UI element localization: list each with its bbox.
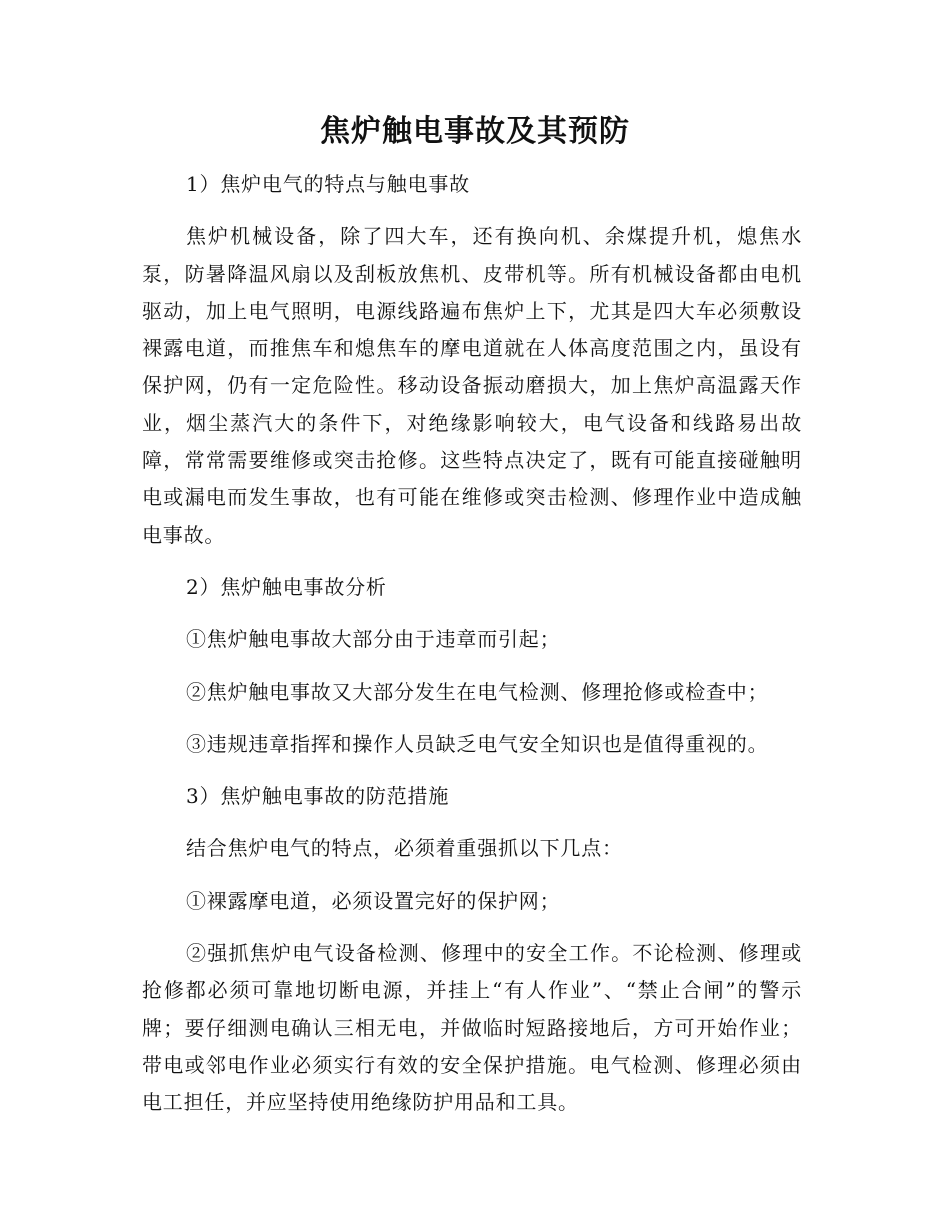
- list-item: ②焦炉触电事故又大部分发生在电气检测、修理抢修或检查中；: [186, 679, 769, 704]
- list-item: ①焦炉触电事故大部分由于违章而引起；: [186, 627, 561, 652]
- body-paragraph: 结合焦炉电气的特点，必须着重强抓以下几点：: [186, 836, 623, 861]
- document-title: 焦炉触电事故及其预防: [320, 114, 630, 149]
- list-item: ②强抓焦炉电气设备检测、修理中的安全工作。不论检测、修理或抢修都必须可靠地切断电源，并挂上“有人作业”、“禁止合闸”的警示牌；要仔细测电确认三相无电，并做临时短路接地后，方可开始作业；带电或邻电作业必须实行有效的安全保护措施。电气检测、修理必须由电工担任，并应坚持使用绝缘防护用品和工具。: [142, 941, 802, 1115]
- body-paragraph: 焦炉机械设备，除了四大车，还有换向机、余煤提升机，熄焦水泵，防暑降温风扇以及刮板放焦机、皮带机等。所有机械设备都由电机驱动，加上电气照明，电源线路遍布焦炉上下，尤其是四大车必须敷设裸露电道，而推焦车和熄焦车的摩电道就在人体高度范围之内，虽设有保护网，仍有一定危险性。移动设备振动磨损大，加上焦炉高温露天作业，烟尘蒸汽大的条件下，对绝缘影响较大，电气设备和线路易出故障，常常需要维修或突击抢修。这些特点决定了，既有可能直接碰触明电或漏电而发生事故，也有可能在维修或突击检测、修理作业中造成触电事故。: [142, 224, 802, 547]
- list-item: ①裸露摩电道，必须设置完好的保护网；: [186, 888, 561, 913]
- document-body: [142, 166, 802, 1137]
- section-heading-1: 1）焦炉电气的特点与触电事故: [186, 172, 470, 196]
- section-heading-3: 3）焦炉触电事故的防范措施: [186, 784, 450, 809]
- section-heading-2: 2）焦炉触电事故分析: [186, 574, 387, 599]
- list-item: ③违规违章指挥和操作人员缺乏电气安全知识也是值得重视的。: [186, 731, 769, 756]
